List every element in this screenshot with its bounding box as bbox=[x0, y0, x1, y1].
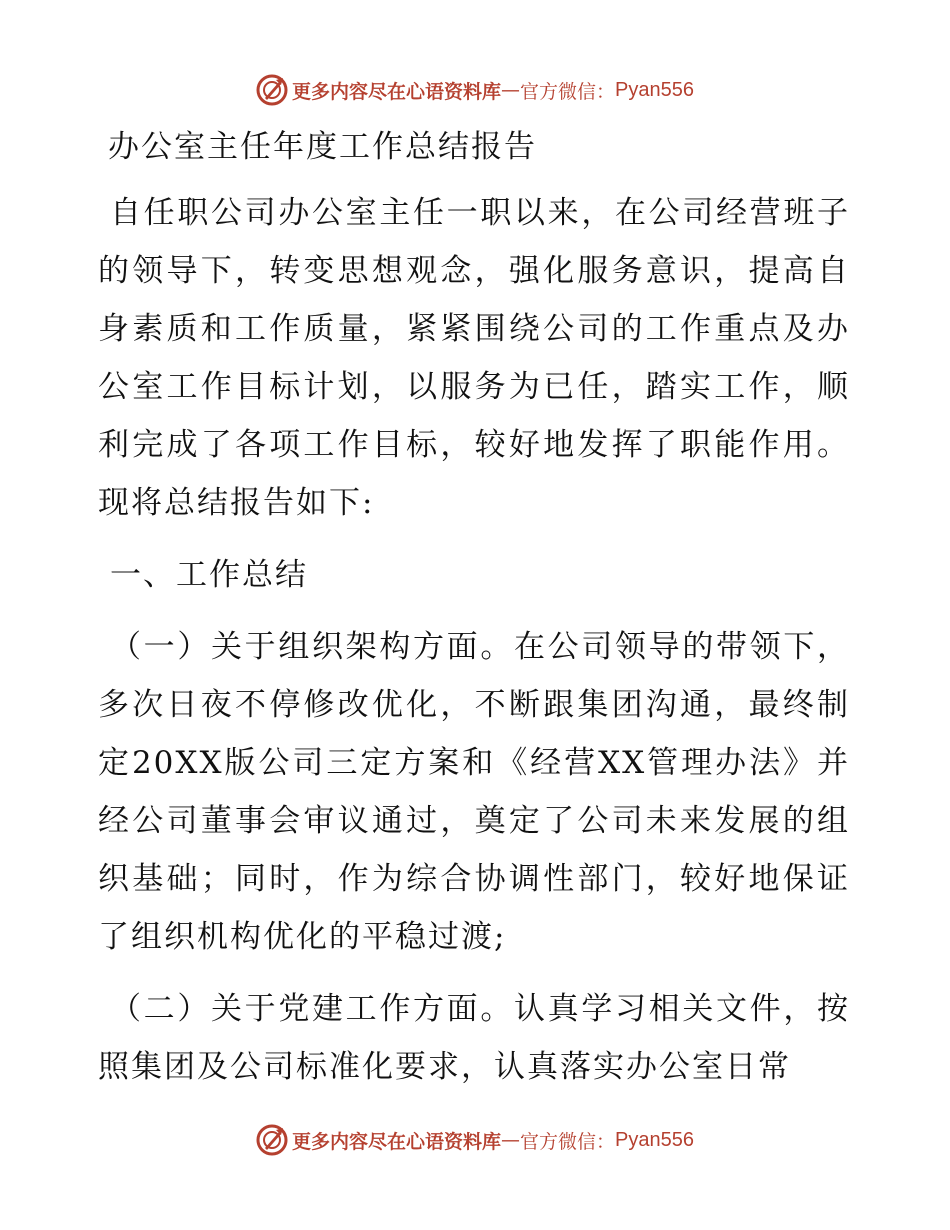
logo-icon bbox=[256, 1124, 288, 1156]
banner-separator: — bbox=[501, 1129, 521, 1151]
footer-watermark-banner bbox=[0, 1120, 950, 1160]
document-body bbox=[98, 118, 850, 1110]
item-1-paragraph: （一）关于组织架构方面。在公司领导的带领下，多次日夜不停修改优化，不断跟集团沟通，最终制定20XX版公司三定方案和《经营XX管理办法》并经公司董事会审议通过，奠定了公司未来发展的组织基础；同时，作为综合协调性部门，较好地保证了组织机构优化的平稳过渡; bbox=[98, 629, 850, 955]
banner-wechat-label: 官方微信： bbox=[520, 80, 616, 103]
banner-separator: — bbox=[501, 79, 521, 101]
banner-wechat-label: 官方微信： bbox=[520, 1130, 616, 1153]
item-2-paragraph: （二）关于党建工作方面。认真学习相关文件，按照集团及公司标准化要求，认真落实办公室日常 bbox=[98, 991, 850, 1085]
banner-text: 更多内容尽在心语资料库 bbox=[292, 80, 502, 103]
header-watermark-banner bbox=[0, 70, 950, 110]
banner-wechat-id: Pyan556 bbox=[615, 78, 694, 101]
banner-wechat-id: Pyan556 bbox=[615, 1128, 694, 1151]
logo-icon bbox=[256, 74, 288, 106]
banner-text: 更多内容尽在心语资料库 bbox=[292, 1130, 502, 1153]
intro-paragraph: 自任职公司办公室主任一职以来，在公司经营班子的领导下，转变思想观念，强化服务意识，提高自身素质和工作质量，紧紧围绕公司的工作重点及办公室工作目标计划，以服务为已任，踏实工作，顺利完成了各项工作目标，较好地发挥了职能作用。现将总结报告如下: bbox=[98, 195, 850, 521]
section-heading: 一、工作总结 bbox=[110, 557, 308, 593]
document-title: 办公室主任年度工作总结报告 bbox=[108, 129, 537, 165]
